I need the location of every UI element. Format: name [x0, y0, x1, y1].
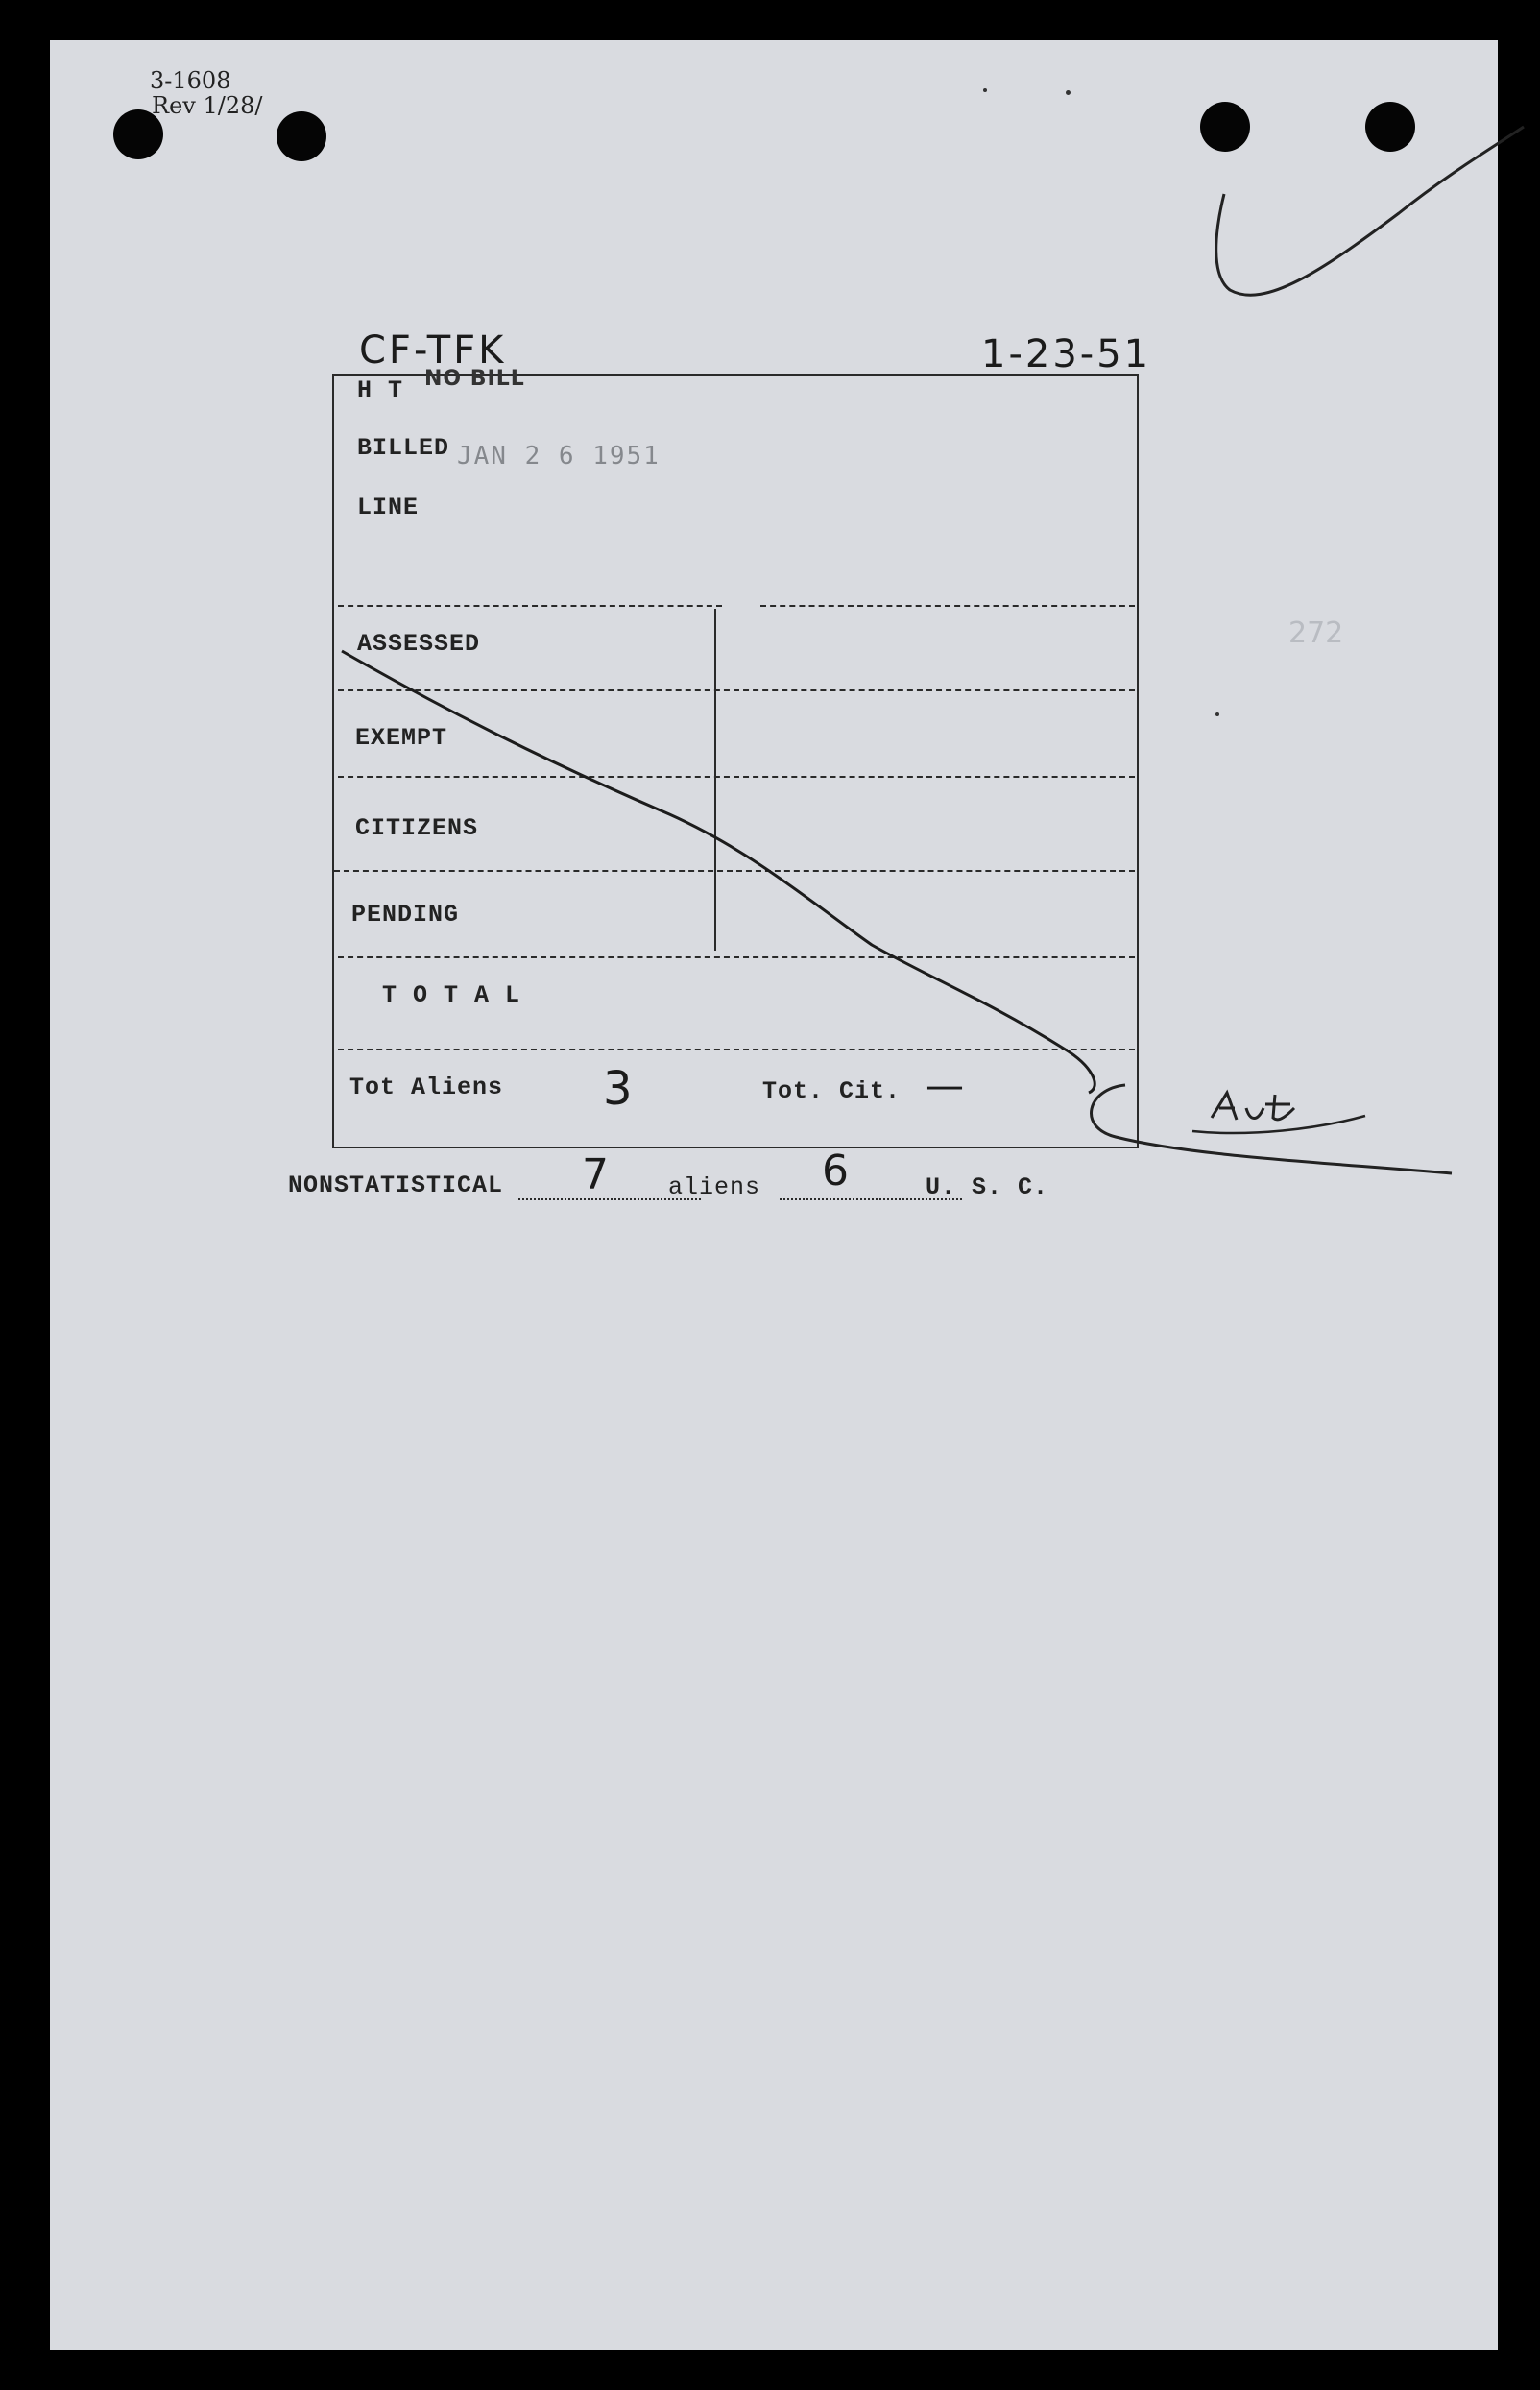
date-handwritten: 1-23-51	[981, 332, 1152, 376]
revision-label: Rev 1/28/	[152, 92, 263, 119]
tot-aliens-label: Tot Aliens	[349, 1074, 504, 1101]
aliens-label: aliens	[668, 1173, 761, 1201]
usc-label: U. S. C.	[926, 1173, 1049, 1201]
row-label-exempt: EXEMPT	[355, 724, 448, 752]
tot-aliens-value: 3	[603, 1062, 633, 1116]
speck	[1066, 90, 1071, 95]
billed-label: BILLED	[357, 434, 450, 462]
signature	[1077, 1079, 1461, 1185]
check-mark-icon	[1207, 108, 1533, 338]
row-label-pending: PENDING	[351, 901, 460, 929]
speck	[983, 88, 987, 92]
tot-cit-label: Tot. Cit.	[762, 1077, 902, 1105]
line-label: LINE	[357, 494, 420, 521]
no-bill-stamp: NO BILL	[424, 367, 525, 391]
speck	[1215, 712, 1219, 716]
punch-hole-left-2	[277, 111, 326, 161]
nonstatistical-label: NONSTATISTICAL	[288, 1171, 504, 1199]
row-label-citizens: CITIZENS	[355, 814, 479, 842]
total-label: T O T A L	[382, 981, 521, 1009]
cancel-strike-line	[334, 597, 1102, 1097]
tot-cit-value: —	[926, 1064, 964, 1108]
aliens-value: 7	[582, 1150, 609, 1199]
billed-date-stamp: JAN 2 6 1951	[457, 442, 661, 471]
usc-value: 6	[822, 1147, 849, 1195]
reference-code: CF-TFK	[359, 328, 507, 373]
margin-note: 272	[1288, 616, 1344, 650]
document-page	[50, 40, 1498, 2350]
ht-label: H T	[357, 376, 404, 404]
form-number: 3-1608	[150, 67, 231, 94]
row-label-assessed: ASSESSED	[357, 630, 481, 658]
